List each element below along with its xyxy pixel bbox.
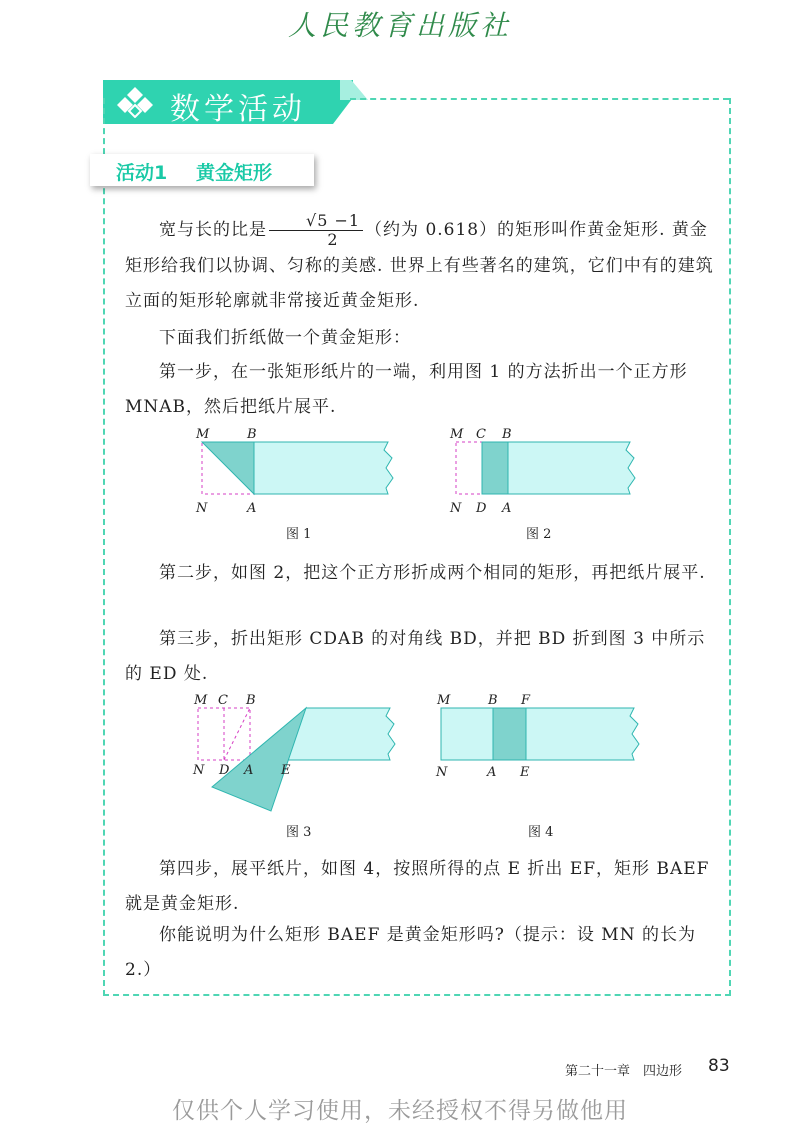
paragraph-step1 bbox=[125, 355, 715, 425]
publisher-logo-text: 人民教育出版社 bbox=[287, 9, 512, 42]
paragraph-intro bbox=[125, 321, 715, 356]
fig1-label-n: N bbox=[196, 501, 208, 516]
activity-heading bbox=[90, 154, 314, 186]
step4-text: 第四步，展平纸片，如图 4，按照所得的点 E 折出 EF，矩形 BAEF 就是黄金矩形. bbox=[125, 859, 710, 914]
figure-4 bbox=[435, 693, 639, 840]
fig3-label-d: D bbox=[219, 763, 230, 778]
figure-3 bbox=[192, 693, 395, 840]
page-number: 83 bbox=[708, 1056, 730, 1076]
fig3-label-m: M bbox=[194, 693, 208, 708]
activity-number: 活动1 bbox=[116, 162, 168, 184]
activity-name: 黄金矩形 bbox=[196, 162, 273, 184]
definition-rest: （约为 0.618）的矩形叫作黄金矩形. 黄金矩形给我们以协调、匀称的美感. 世界上有些著名的建筑，它们中有的建筑立面的矩形轮廓就非常接近黄金矩形. bbox=[125, 220, 714, 311]
fig4-label-n: N bbox=[436, 765, 448, 780]
figure-1 bbox=[195, 427, 393, 542]
figures-1-2 bbox=[0, 420, 800, 550]
fig4-label-m: M bbox=[437, 693, 451, 708]
step2-text: 第二步，如图 2，把这个正方形折成两个相同的矩形，再把纸片展平. bbox=[159, 563, 706, 583]
fig2-label-m: M bbox=[450, 427, 464, 442]
question-text: 你能说明为什么矩形 BAEF 是黄金矩形吗?（提示：设 MN 的长为 2.） bbox=[125, 925, 696, 980]
fig1-label-b: B bbox=[247, 427, 257, 442]
fig4-label-a: A bbox=[487, 765, 497, 780]
fraction-numerator: √5 −1 bbox=[269, 212, 363, 231]
fig1-label-m: M bbox=[196, 427, 210, 442]
intro-text: 下面我们折纸做一个黄金矩形： bbox=[159, 328, 411, 348]
definition-prefix: 宽与长的比是 bbox=[159, 220, 267, 240]
fig4-label-b: B bbox=[488, 693, 498, 708]
golden-ratio-fraction bbox=[269, 212, 363, 249]
step1-text: 第一步，在一张矩形纸片的一端，利用图 1 的方法折出一个正方形 MNAB，然后把纸片展平. bbox=[125, 362, 688, 417]
fig2-label-d: D bbox=[476, 501, 487, 516]
fig3-caption: 图 3 bbox=[286, 825, 312, 840]
usage-watermark: 仅供个人学习使用，未经授权不得另做他用 bbox=[172, 1098, 628, 1124]
fig3-label-a: A bbox=[244, 763, 254, 778]
paragraph-step4 bbox=[125, 852, 715, 922]
fig2-label-c: C bbox=[476, 427, 486, 442]
paragraph-definition bbox=[125, 212, 715, 319]
fig2-label-b: B bbox=[502, 427, 512, 442]
fig3-label-b: B bbox=[246, 693, 256, 708]
fig3-label-n: N bbox=[193, 763, 205, 778]
fig1-label-a: A bbox=[247, 501, 257, 516]
activity-frame-top bbox=[350, 98, 729, 100]
paragraph-step3 bbox=[125, 622, 715, 692]
section-banner-tail bbox=[340, 80, 368, 100]
figures-3-4 bbox=[0, 686, 800, 846]
fig3-label-c: C bbox=[218, 693, 228, 708]
fig1-caption: 图 1 bbox=[286, 527, 312, 542]
step3-text: 第三步，折出矩形 CDAB 的对角线 BD，并把 BD 折到图 3 中所示的 ED 处. bbox=[125, 629, 706, 684]
fig4-label-f: F bbox=[521, 693, 531, 708]
fig2-label-a: A bbox=[502, 501, 512, 516]
fig2-caption: 图 2 bbox=[526, 527, 552, 542]
fig4-caption: 图 4 bbox=[528, 825, 554, 840]
fig2-label-n: N bbox=[450, 501, 462, 516]
fig4-label-e: E bbox=[520, 765, 530, 780]
section-title: 数学活动 bbox=[170, 92, 306, 127]
paragraph-step2 bbox=[125, 556, 715, 591]
fig3-label-e: E bbox=[281, 763, 291, 778]
fraction-denominator: 2 bbox=[327, 230, 339, 249]
chapter-footer: 第二十一章 四边形 bbox=[565, 1064, 683, 1079]
paragraph-question bbox=[125, 918, 715, 988]
figure-2 bbox=[449, 427, 635, 542]
